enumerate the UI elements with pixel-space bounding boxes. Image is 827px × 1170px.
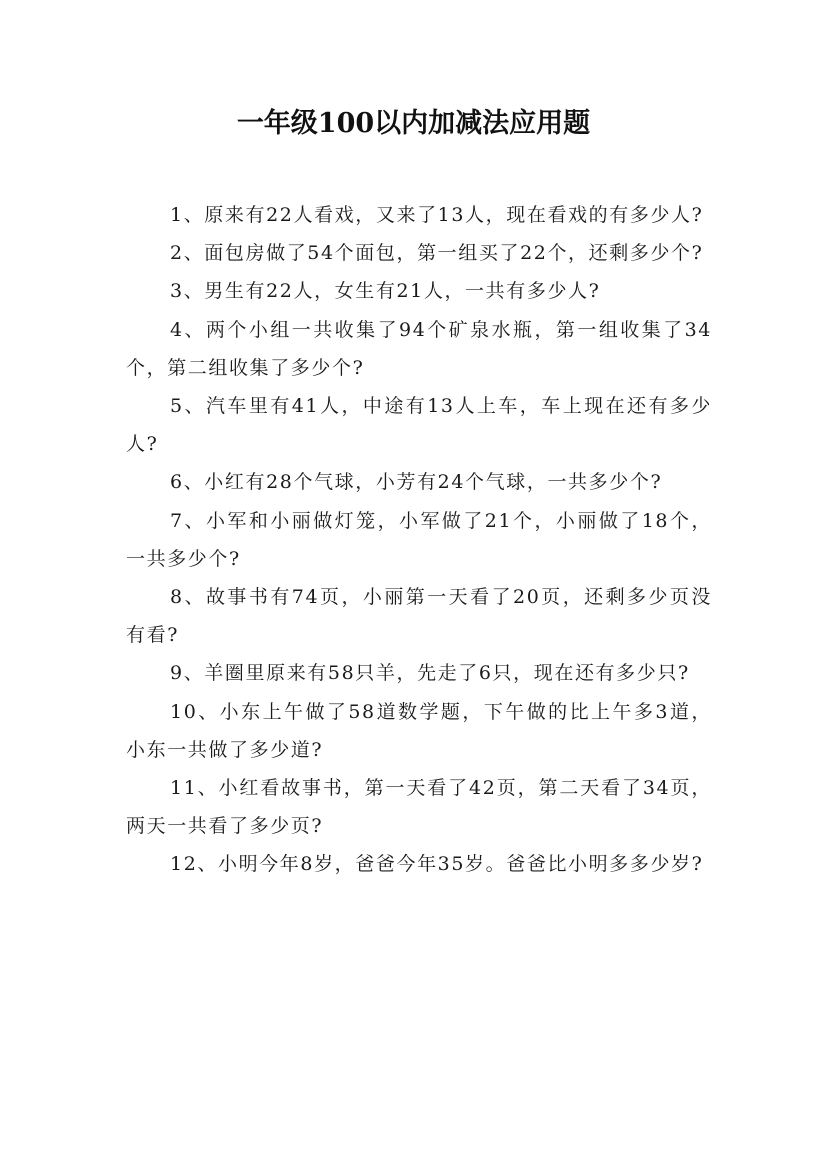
- question-item: 3、男生有22人，女生有21人，一共有多少人?: [170, 280, 601, 303]
- question-item: 12、小明今年8岁，爸爸今年35岁。爸爸比小明多多少岁?: [170, 853, 704, 876]
- question-item: 9、羊圈里原来有58只羊，先走了6只，现在还有多少只?: [170, 662, 690, 685]
- question-item: 5、汽车里有41人，中途有13人上车，车上现在还有多少人?: [126, 395, 712, 456]
- question-item: 6、小红有28个气球，小芳有24个气球，一共多少个?: [170, 471, 663, 494]
- question-item: 8、故事书有74页，小丽第一天看了20页，还剩多少页没有看?: [126, 586, 712, 647]
- question-item: 7、小军和小丽做灯笼，小军做了21个，小丽做了18个，一共多少个?: [126, 509, 712, 570]
- question-item: 2、面包房做了54个面包，第一组买了22个，还剩多少个?: [170, 242, 704, 265]
- question-item: 4、两个小组一共收集了94个矿泉水瓶，第一组收集了34个，第二组收集了多少个?: [126, 318, 712, 379]
- question-item: 10、小东上午做了58道数学题，下午做的比上午多3道，小东一共做了多少道?: [126, 700, 712, 761]
- question-list: [126, 196, 712, 884]
- question-item: 1、原来有22人看戏，又来了13人，现在看戏的有多少人?: [170, 204, 704, 226]
- question-item: 11、小红看故事书，第一天看了42页，第二天看了34页，两天一共看了多少页?: [126, 777, 712, 838]
- document-title: 一年级100以内加减法应用题: [236, 108, 591, 139]
